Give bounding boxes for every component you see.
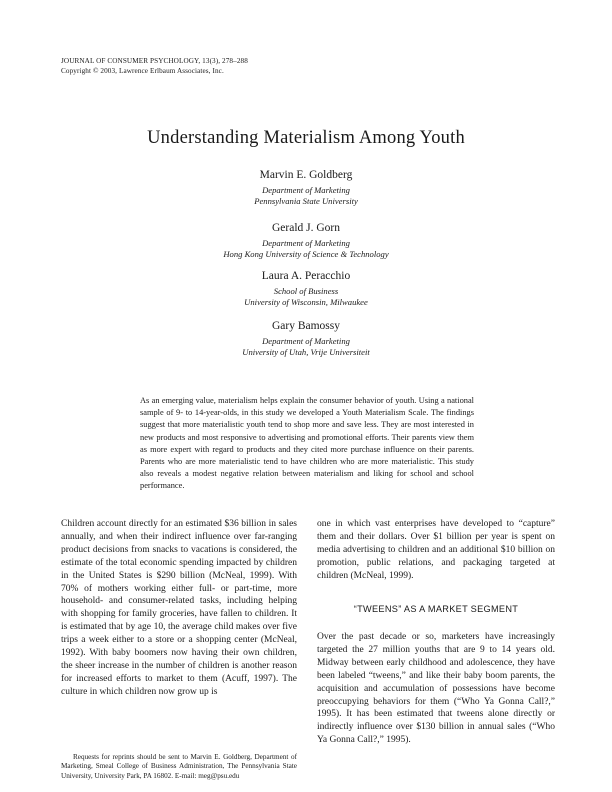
author-name: Marvin E. Goldberg — [259, 169, 353, 181]
author-block-2 — [0, 221, 612, 260]
author-block-4 — [0, 319, 612, 358]
paper-title: Understanding Materialism Among Youth — [147, 128, 465, 148]
journal-citation: JOURNAL OF CONSUMER PSYCHOLOGY, 13(3), 278–288 — [61, 57, 248, 65]
author-name: Gary Bamossy — [271, 320, 341, 332]
body-column-right-top: one in which vast enterprises have developed to “capture” them and their dollars. Over $1 billion per year is spent on media advertising to children and an additional $10 billion on promotion, public relations, and packaging targeted at children (McNeal, 1999). — [317, 519, 555, 581]
abstract: As an emerging value, materialism helps explain the consumer behavior of youth. Using a national sample of 9- to 14-year-olds, in this study we developed a Youth Materialism Scale. The findings suggest that more materialistic youth tend to shop more and save less. They are most interested in new products and most responsive to advertising and promotional efforts. Their parents view them as more expert with regard to products and they cited more purchase influence on their parents. Parents who are more materialistic tend to have children who are more materialistic. This study also reveals a modest negative relation between materialism and liking for school and school performance. — [140, 396, 474, 491]
author-institution: Hong Kong University of Science & Technology — [223, 249, 389, 259]
body-column-left: Children account directly for an estimated $36 billion in sales annually, and when their indirect influence over far-ranging product decisions from snacks to vacations is considered, the estimate of the total economic spending impacted by children in the United States is $290 billion (McNeal, 1999). With 70% of mothers working either full- or part-time, more household- and consumer-related tasks, including helping with shopping for family groceries, have fallen to children. It is estimated that by age 10, the average child makes over five trips a week either to a store or a shopping center (McNeal, 1992). With baby boomers now having their own children, the sheer increase in the number of children is another reason for increased efforts to market to them (Acuff, 1997). The culture in which children now grow up is — [61, 519, 297, 697]
author-department: Department of Marketing — [262, 185, 350, 195]
footnote: Requests for reprints should be sent to Marvin E. Goldberg, Department of Marketing, Smeal College of Business Administration, The Pennsylvania State University, University Park, PA 16802. E-mail: meg@psu.edu — [61, 753, 297, 780]
body-column-right-bottom: Over the past decade or so, marketers have increasingly targeted the 27 million youths that are 9 to 14 years old. Midway between early childhood and adolescence, they have been labeled “tweens,” and like their baby boom parents, the acquisition and accumulation of possessions have become preoccupying behaviors for them (“Who Ya Gonna Call?,” 1995). It has been estimated that tweens alone directly or indirectly influence over $130 billion in annual sales (“Who Ya Gonna Call?,” 1995). — [317, 632, 555, 746]
author-block-3 — [0, 269, 612, 308]
author-block-1 — [0, 168, 612, 207]
author-institution: University of Wisconsin, Milwaukee — [244, 297, 368, 307]
author-department: Department of Marketing — [262, 336, 350, 346]
copyright-line: Copyright © 2003, Lawrence Erlbaum Associates, Inc. — [61, 66, 224, 75]
author-department: School of Business — [273, 286, 339, 296]
author-name: Laura A. Peracchio — [261, 270, 351, 282]
journal-header — [61, 57, 248, 76]
section-heading: “TWEENS” AS A MARKET SEGMENT — [353, 604, 519, 614]
author-institution: University of Utah, Vrije Universiteit — [242, 347, 370, 357]
author-institution: Pennsylvania State University — [254, 196, 358, 206]
author-name: Gerald J. Gorn — [271, 222, 341, 234]
author-department: Department of Marketing — [262, 238, 350, 248]
